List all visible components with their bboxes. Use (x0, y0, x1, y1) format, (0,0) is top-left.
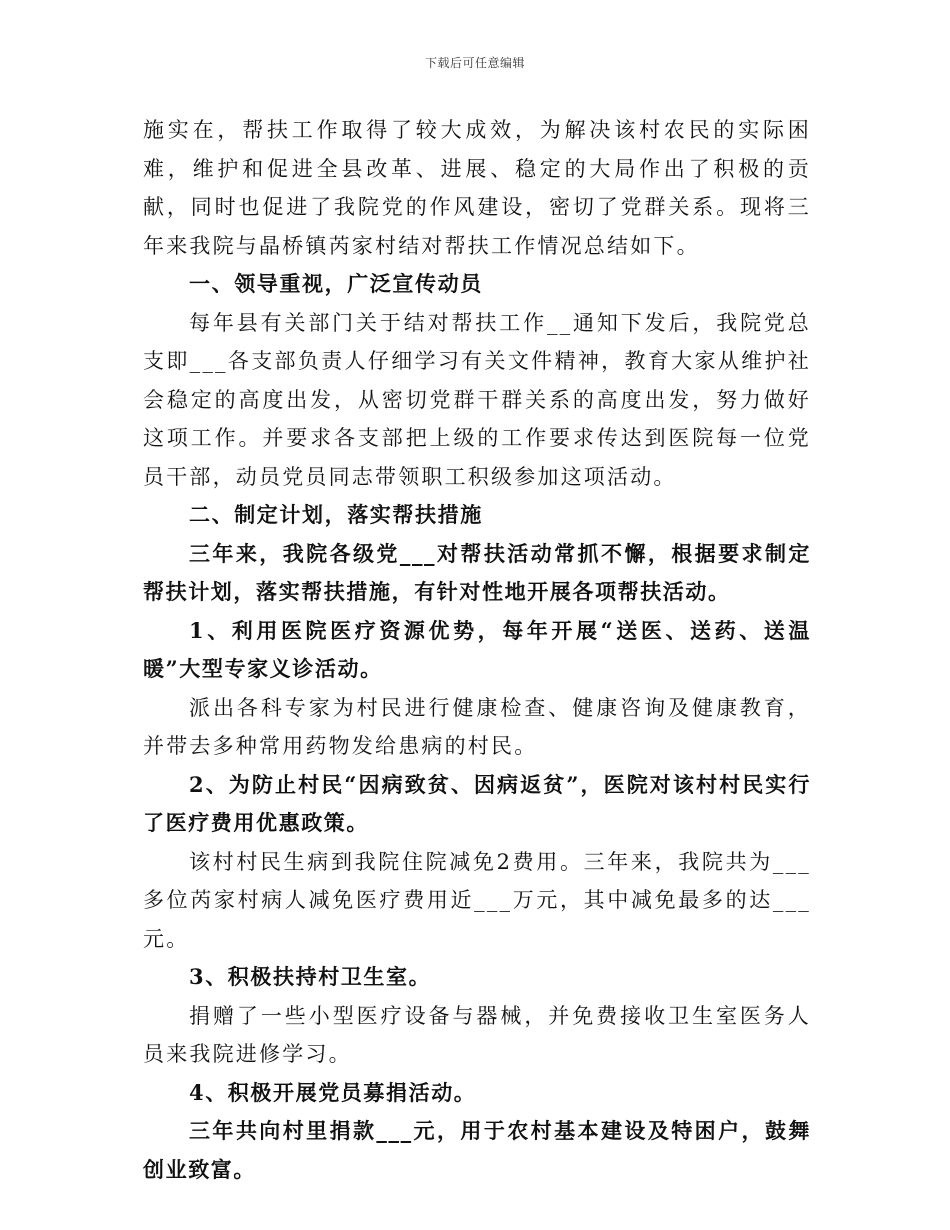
item-heading-4: 4、积极开展党员募捐活动。 (189, 1079, 477, 1105)
item-heading-1: 1、利用医院医疗资源优势，每年开展“送医、送药、送温暖”大型专家义诊活动。 (143, 617, 811, 681)
paragraph-item-4: 三年共向村里捐款___元，用于农村基本建设及特困户，鼓舞创业致富。 (143, 1118, 811, 1182)
header-note: 下载后可任意编辑 (424, 56, 525, 70)
item-heading-2: 2、为防止村民“因病致贫、因病返贫”，医院对该村村民实行了医疗费用优惠政策。 (143, 771, 811, 835)
document-body (143, 111, 811, 1189)
section-heading-2: 二、制定计划，落实帮扶措施 (189, 502, 483, 527)
item-heading-3: 3、积极扶持村卫生室。 (189, 964, 432, 989)
paragraph-section-2-summary: 三年来，我院各级党___对帮扶活动常抓不懈，根据要求制定帮扶计划，落实帮扶措施，有针对性地开展各项帮扶活动。 (143, 540, 811, 604)
paragraph-intro: 施实在，帮扶工作取得了较大成效，为解决该村农民的实际困难，维护和促进全县改革、进展、稳定的大局作出了积极的贡献，同时也促进了我院党的作风建设，密切了党群关系。现将三年来我院与晶桥镇芮家村结对帮扶工作情况总结如下。 (143, 118, 811, 258)
paragraph-item-1: 派出各科专家为村民进行健康检查、健康咨询及健康教育，并带去多种常用药物发给患病的村民。 (143, 695, 811, 758)
paragraph-item-2: 该村村民生病到我院住院减免2费用。三年来，我院共为___多位芮家村病人减免医疗费用近___万元，其中减免最多的达___元。 (143, 849, 811, 951)
paragraph-item-3: 捐赠了一些小型医疗设备与器械，并免费接收卫生室医务人员来我院进修学习。 (143, 1003, 811, 1066)
paragraph-section-1: 每年县有关部门关于结对帮扶工作__通知下发后，我院党总支即___各支部负责人仔细学习有关文件精神，教育大家从维护社会稳定的高度出发，从密切党群干群关系的高度出发，努力做好这项工作。并要求各支部把上级的工作要求传达到医院每一位党员干部，动员党员同志带领职工积级参加这项活动。 (143, 310, 811, 489)
section-heading-1: 一、领导重视，广泛宣传动员 (189, 271, 483, 296)
